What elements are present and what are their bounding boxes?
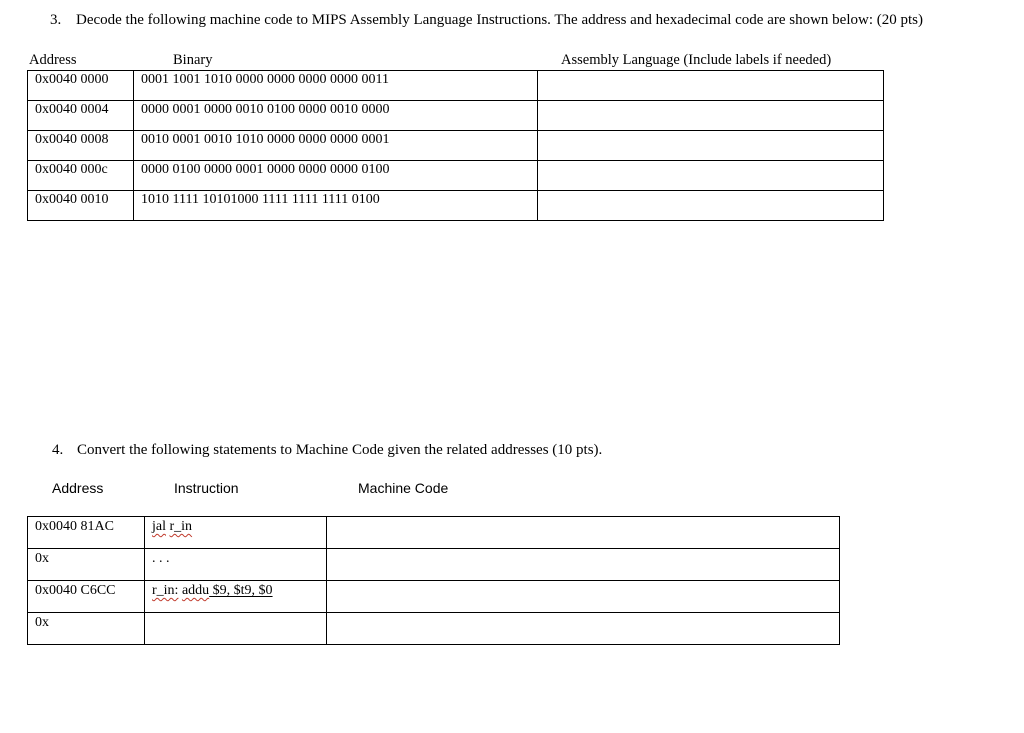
machine-code-answer-cell[interactable] [327, 581, 840, 613]
table-row [28, 517, 840, 549]
machine-code-answer-cell[interactable] [327, 613, 840, 645]
table-row [28, 613, 840, 645]
table-row [28, 549, 840, 581]
assembly-answer-cell[interactable] [538, 131, 884, 161]
address-cell: 0x0040 0010 [28, 191, 134, 221]
q4-convert-table [27, 516, 840, 645]
q3-header-binary: Binary [173, 52, 213, 68]
question-3-number: 3. [50, 12, 62, 28]
question-3-text: Decode the following machine code to MIPS Assembly Language Instructions. The address and hexadecimal code are shown below: (20 pts) [76, 12, 924, 28]
address-cell: 0x0040 C6CC [28, 581, 145, 613]
assembly-answer-cell[interactable] [538, 101, 884, 131]
address-cell: 0x0040 81AC [28, 517, 145, 549]
q3-decode-table [27, 70, 884, 221]
question-4-number: 4. [52, 442, 64, 458]
instruction-label: r_in [169, 519, 193, 534]
machine-code-answer-cell[interactable] [327, 549, 840, 581]
binary-cell: 0010 0001 0010 1010 0000 0000 0000 0001 [134, 131, 538, 161]
binary-cell: 0000 0100 0000 0001 0000 0000 0000 0100 [134, 161, 538, 191]
q4-header-address: Address [52, 480, 104, 496]
q3-header-address: Address [29, 52, 77, 68]
binary-cell: 0000 0001 0000 0010 0100 0000 0010 0000 [134, 101, 538, 131]
machine-code-answer-cell[interactable] [327, 517, 840, 549]
binary-cell: 0001 1001 1010 0000 0000 0000 0000 0011 [134, 71, 538, 101]
binary-cell: 1010 1111 10101000 1111 1111 1111 0100 [134, 191, 538, 221]
instruction-op: addu [181, 583, 210, 598]
assembly-answer-cell[interactable] [538, 71, 884, 101]
question-4-text: Convert the following statements to Machine Code given the related addresses (10 pts). [77, 442, 603, 458]
q3-header-assembly: Assembly Language (Include labels if needed) [561, 52, 832, 68]
instruction-operands: $9, $t9, $0 [209, 583, 273, 598]
table-row [28, 71, 884, 101]
address-cell: 0x0040 0000 [28, 71, 134, 101]
table-row [28, 101, 884, 131]
assembly-answer-cell[interactable] [538, 161, 884, 191]
address-cell: 0x [28, 549, 145, 581]
instruction-cell: . . . [145, 549, 327, 581]
instruction-label: r_in: [152, 583, 179, 598]
table-row [28, 131, 884, 161]
table-row [28, 161, 884, 191]
q4-header-instruction: Instruction [174, 480, 239, 496]
address-cell: 0x0040 0008 [28, 131, 134, 161]
instruction-cell [145, 517, 327, 549]
address-cell: 0x [28, 613, 145, 645]
table-row [28, 581, 840, 613]
q4-header-machine-code: Machine Code [358, 480, 449, 496]
address-cell: 0x0040 000c [28, 161, 134, 191]
question-4-title [52, 442, 602, 459]
address-cell: 0x0040 0004 [28, 101, 134, 131]
question-3-title [50, 12, 923, 29]
instruction-cell [145, 581, 327, 613]
assembly-answer-cell[interactable] [538, 191, 884, 221]
instruction-cell [145, 613, 327, 645]
instruction-op: jal [152, 519, 166, 534]
table-row [28, 191, 884, 221]
